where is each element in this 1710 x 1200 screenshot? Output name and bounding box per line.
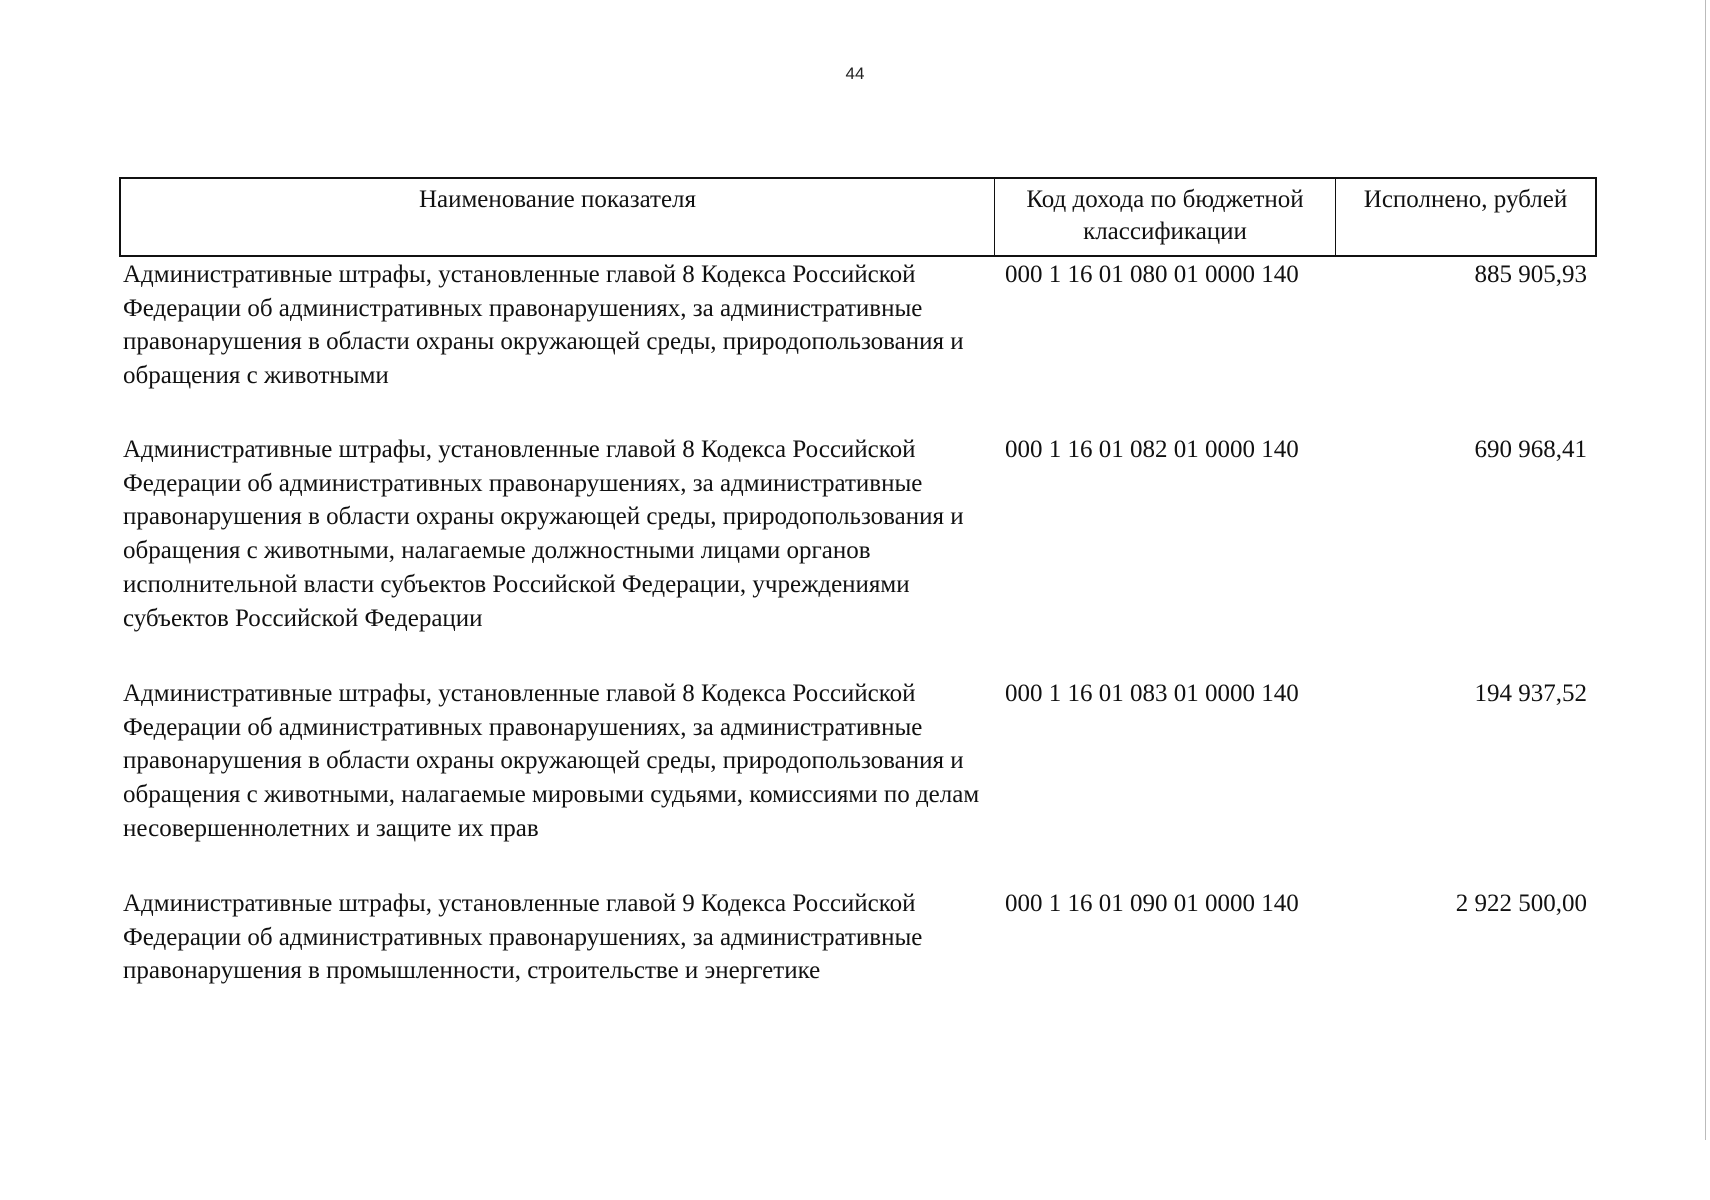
row-amount: 194 937,52 (1474, 680, 1587, 707)
table-row (119, 677, 1597, 846)
row-amount: 690 968,41 (1474, 436, 1587, 463)
row-code: 000 1 16 01 080 01 0000 140 (1005, 261, 1299, 288)
row-amount: 885 905,93 (1474, 261, 1587, 288)
table-row (119, 433, 1597, 635)
revenue-table (119, 177, 1597, 985)
scan-edge-line (1705, 0, 1706, 1140)
header-name: Наименование показателя (418, 186, 697, 213)
table-row (119, 258, 1597, 393)
row-code: 000 1 16 01 082 01 0000 140 (1005, 436, 1299, 463)
row-name: Административные штрафы, установленные главой 8 Кодекса Российской Федерации об административных правонарушениях, за административные правонарушения в области охраны окружающей среды, природопользования и обращения с животными (123, 261, 964, 390)
row-code: 000 1 16 01 090 01 0000 140 (1005, 890, 1299, 917)
row-name: Административные штрафы, установленные главой 8 Кодекса Российской Федерации об административных правонарушениях, за административные правонарушения в области охраны окружающей среды, природопользования и обращения с животными, налагаемые должностными лицами органов исполнительной власти субъектов Российской Федерации, учреждениями субъектов Российской Федерации (123, 436, 964, 632)
row-code: 000 1 16 01 083 01 0000 140 (1005, 680, 1299, 707)
page-number: 44 (845, 64, 865, 83)
row-amount: 2 922 500,00 (1455, 890, 1587, 917)
table-row (119, 887, 1597, 988)
row-name: Административные штрафы, установленные главой 9 Кодекса Российской Федерации об административных правонарушениях, за административные правонарушения в промышленности, строительстве и энергетике (123, 890, 923, 985)
row-name: Административные штрафы, установленные главой 8 Кодекса Российской Федерации об административных правонарушениях, за административные правонарушения в области охраны окружающей среды, природопользования и обращения с животными, налагаемые мировыми судьями, комиссиями по делам несовершеннолетних и защите их прав (123, 680, 980, 842)
table-header-row (119, 177, 1597, 257)
header-amount: Исполнено, рублей (1335, 179, 1595, 255)
header-code: Код дохода по бюджетной классификации (994, 179, 1335, 255)
